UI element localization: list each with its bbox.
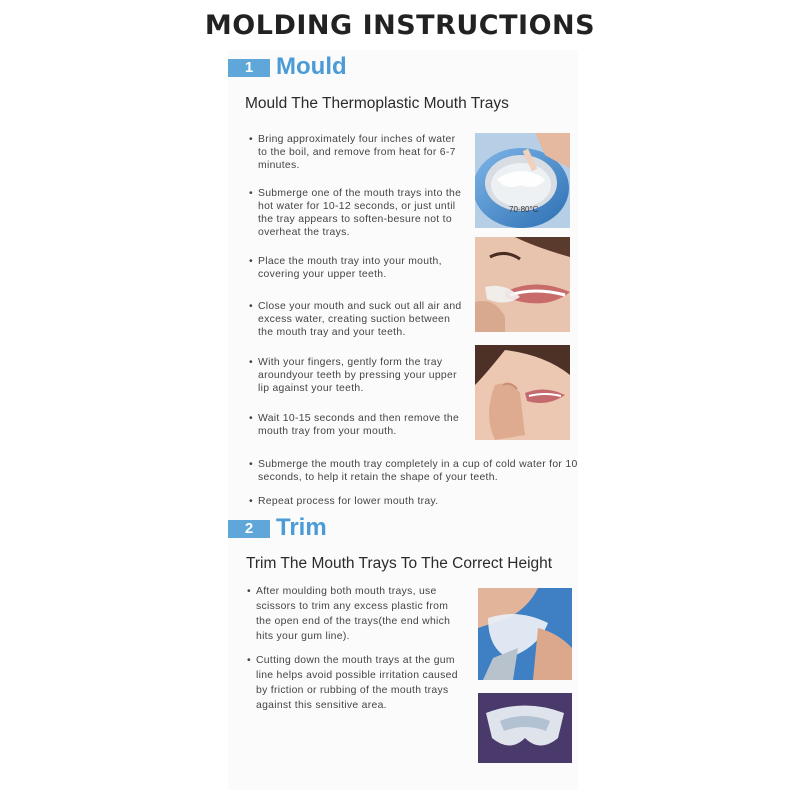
- bullet-dot: •: [249, 496, 253, 507]
- trim-step-1: • After moulding both mouth trays, use scissors to trim any excess plastic from the open end of the trays(the end which hits your gum line).: [247, 586, 451, 642]
- bullet-dot: •: [249, 256, 253, 267]
- photo-finished-tray: [478, 693, 572, 763]
- section-1-band: [228, 59, 270, 77]
- bullet-dot: •: [249, 413, 253, 424]
- photo-placing-tray: [475, 237, 570, 332]
- mould-step-8: • Repeat process for lower mouth tray.: [249, 496, 439, 507]
- section-2-number: 2: [244, 520, 254, 537]
- mould-step-7: • Submerge the mouth tray completely in a cup of cold water for 10 seconds, to help it retain the shape of your teeth.: [249, 459, 578, 483]
- trim-step-2: • Cutting down the mouth trays at the gum line helps avoid possible irritation caused by friction or rubbing of the mouth trays against this sensitive area.: [247, 655, 458, 711]
- section-1-number: 1: [244, 59, 254, 76]
- mould-step-4: • Close your mouth and suck out all air and excess water, creating suction between the mouth tray and your teeth.: [249, 301, 462, 338]
- bullet-dot: •: [249, 188, 253, 199]
- mould-step-1: • Bring approximately four inches of water to the boil, and remove from heat for 6-7 minutes.: [249, 134, 456, 171]
- page-title: MOLDING INSTRUCTIONS: [204, 10, 596, 41]
- temperature-label: 70-80°C: [509, 205, 539, 214]
- photo-boiling-water: [475, 133, 570, 228]
- mould-step-2: • Submerge one of the mouth trays into the hot water for 10-12 seconds, or just until the tray appears to soften-besure not to overheat the trays.: [249, 188, 462, 238]
- photo-trimming-tray: [478, 588, 572, 680]
- bullet-dot: •: [249, 301, 253, 312]
- section-1-title: Mould: [276, 53, 347, 80]
- photo-forming-tray: [475, 345, 570, 440]
- mould-step-3: • Place the mouth tray into your mouth, covering your upper teeth.: [249, 256, 442, 280]
- bullet-dot: •: [247, 655, 251, 666]
- section-2-subtitle: Trim The Mouth Trays To The Correct Height: [246, 555, 553, 572]
- section-2-band: [228, 520, 270, 538]
- bullet-dot: •: [249, 459, 253, 470]
- section-1-subtitle: Mould The Thermoplastic Mouth Trays: [245, 95, 509, 112]
- mould-step-5: • With your fingers, gently form the tray aroundyour teeth by pressing your upper lip against your teeth.: [249, 357, 457, 394]
- bullet-dot: •: [249, 134, 253, 145]
- section-2-title: Trim: [276, 514, 327, 541]
- bullet-dot: •: [247, 586, 251, 597]
- bullet-dot: •: [249, 357, 253, 368]
- mould-step-6: • Wait 10-15 seconds and then remove the mouth tray from your mouth.: [249, 413, 460, 437]
